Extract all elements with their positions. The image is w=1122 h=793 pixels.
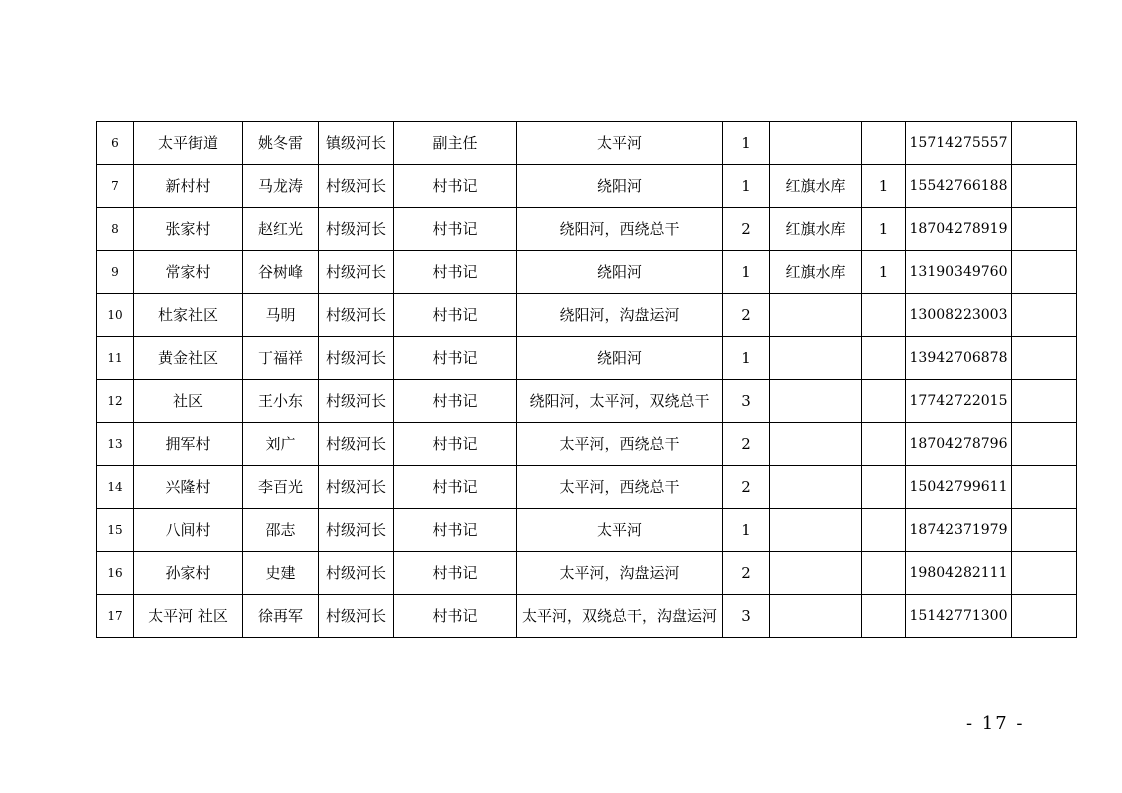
- remark-cell: [1012, 466, 1077, 509]
- rivers-cell: 绕阳河: [517, 337, 723, 380]
- name-cell: 马龙涛: [243, 165, 319, 208]
- reservoir-count-cell: [862, 509, 906, 552]
- unit-cell: 孙家村: [134, 552, 243, 595]
- reservoir-count-cell: [862, 294, 906, 337]
- remark-cell: [1012, 595, 1077, 638]
- remark-cell: [1012, 423, 1077, 466]
- position-cell: 副主任: [394, 122, 517, 165]
- level-cell: 村级河长: [319, 251, 394, 294]
- level-cell: 村级河长: [319, 380, 394, 423]
- table-row: [97, 423, 1077, 466]
- row-number-cell: 6: [97, 122, 134, 165]
- unit-cell: 新村村: [134, 165, 243, 208]
- row-number-cell: 11: [97, 337, 134, 380]
- phone-cell: 15542766188: [906, 165, 1012, 208]
- reservoir-cell: [770, 337, 862, 380]
- river-count-cell: 2: [723, 466, 770, 509]
- river-count-cell: 1: [723, 337, 770, 380]
- row-number-cell: 10: [97, 294, 134, 337]
- rivers-cell: 太平河，西绕总干: [517, 466, 723, 509]
- level-cell: 村级河长: [319, 337, 394, 380]
- unit-cell: 拥军村: [134, 423, 243, 466]
- unit-cell: 太平河 社区: [134, 595, 243, 638]
- remark-cell: [1012, 337, 1077, 380]
- phone-cell: 15714275557: [906, 122, 1012, 165]
- river-chief-table: [96, 121, 1077, 638]
- phone-cell: 18704278919: [906, 208, 1012, 251]
- position-cell: 村书记: [394, 509, 517, 552]
- position-cell: 村书记: [394, 552, 517, 595]
- name-cell: 姚冬雷: [243, 122, 319, 165]
- reservoir-count-cell: [862, 595, 906, 638]
- name-cell: 徐再军: [243, 595, 319, 638]
- table-row: [97, 251, 1077, 294]
- reservoir-count-cell: [862, 423, 906, 466]
- reservoir-count-cell: 1: [862, 208, 906, 251]
- name-cell: 邵志: [243, 509, 319, 552]
- rivers-cell: 绕阳河: [517, 251, 723, 294]
- phone-cell: 13942706878: [906, 337, 1012, 380]
- position-cell: 村书记: [394, 423, 517, 466]
- remark-cell: [1012, 165, 1077, 208]
- rivers-cell: 绕阳河: [517, 165, 723, 208]
- remark-cell: [1012, 380, 1077, 423]
- unit-cell: 社区: [134, 380, 243, 423]
- row-number-cell: 17: [97, 595, 134, 638]
- table-row: [97, 466, 1077, 509]
- river-count-cell: 2: [723, 552, 770, 595]
- rivers-cell: 绕阳河，太平河，双绕总干: [517, 380, 723, 423]
- table-row: [97, 294, 1077, 337]
- phone-cell: 17742722015: [906, 380, 1012, 423]
- name-cell: 马明: [243, 294, 319, 337]
- unit-cell: 黄金社区: [134, 337, 243, 380]
- rivers-cell: 太平河，沟盘运河: [517, 552, 723, 595]
- row-number-cell: 16: [97, 552, 134, 595]
- level-cell: 镇级河长: [319, 122, 394, 165]
- name-cell: 李百光: [243, 466, 319, 509]
- reservoir-cell: [770, 294, 862, 337]
- reservoir-cell: [770, 423, 862, 466]
- reservoir-cell: [770, 380, 862, 423]
- river-count-cell: 2: [723, 208, 770, 251]
- unit-cell: 兴隆村: [134, 466, 243, 509]
- table-row: [97, 380, 1077, 423]
- rivers-cell: 绕阳河，西绕总干: [517, 208, 723, 251]
- position-cell: 村书记: [394, 380, 517, 423]
- position-cell: 村书记: [394, 466, 517, 509]
- river-count-cell: 2: [723, 294, 770, 337]
- name-cell: 史建: [243, 552, 319, 595]
- reservoir-cell: [770, 466, 862, 509]
- rivers-cell: 绕阳河，沟盘运河: [517, 294, 723, 337]
- level-cell: 村级河长: [319, 466, 394, 509]
- level-cell: 村级河长: [319, 208, 394, 251]
- page-number: - 17 -: [966, 713, 1025, 734]
- river-count-cell: 3: [723, 595, 770, 638]
- table-row: [97, 208, 1077, 251]
- position-cell: 村书记: [394, 337, 517, 380]
- level-cell: 村级河长: [319, 509, 394, 552]
- river-count-cell: 1: [723, 251, 770, 294]
- row-number-cell: 8: [97, 208, 134, 251]
- row-number-cell: 12: [97, 380, 134, 423]
- rivers-cell: 太平河，双绕总干，沟盘运河: [517, 595, 723, 638]
- reservoir-cell: [770, 122, 862, 165]
- remark-cell: [1012, 294, 1077, 337]
- reservoir-count-cell: [862, 466, 906, 509]
- unit-cell: 八间村: [134, 509, 243, 552]
- name-cell: 丁福祥: [243, 337, 319, 380]
- river-count-cell: 2: [723, 423, 770, 466]
- level-cell: 村级河长: [319, 294, 394, 337]
- river-count-cell: 3: [723, 380, 770, 423]
- remark-cell: [1012, 509, 1077, 552]
- table-row: [97, 509, 1077, 552]
- reservoir-cell: 红旗水库: [770, 251, 862, 294]
- name-cell: 谷树峰: [243, 251, 319, 294]
- name-cell: 刘广: [243, 423, 319, 466]
- table-row: [97, 165, 1077, 208]
- phone-cell: 18742371979: [906, 509, 1012, 552]
- unit-cell: 太平街道: [134, 122, 243, 165]
- name-cell: 王小东: [243, 380, 319, 423]
- river-count-cell: 1: [723, 165, 770, 208]
- table-row: [97, 337, 1077, 380]
- reservoir-cell: [770, 595, 862, 638]
- table-row: [97, 595, 1077, 638]
- reservoir-count-cell: [862, 122, 906, 165]
- table-row: [97, 122, 1077, 165]
- phone-cell: 15142771300: [906, 595, 1012, 638]
- row-number-cell: 13: [97, 423, 134, 466]
- rivers-cell: 太平河: [517, 122, 723, 165]
- reservoir-count-cell: 1: [862, 251, 906, 294]
- phone-cell: 15042799611: [906, 466, 1012, 509]
- level-cell: 村级河长: [319, 165, 394, 208]
- phone-cell: 13008223003: [906, 294, 1012, 337]
- position-cell: 村书记: [394, 294, 517, 337]
- position-cell: 村书记: [394, 165, 517, 208]
- reservoir-cell: 红旗水库: [770, 208, 862, 251]
- remark-cell: [1012, 251, 1077, 294]
- reservoir-count-cell: 1: [862, 165, 906, 208]
- unit-cell: 常家村: [134, 251, 243, 294]
- reservoir-cell: 红旗水库: [770, 165, 862, 208]
- row-number-cell: 15: [97, 509, 134, 552]
- remark-cell: [1012, 122, 1077, 165]
- table-body: [97, 122, 1077, 638]
- reservoir-count-cell: [862, 380, 906, 423]
- level-cell: 村级河长: [319, 423, 394, 466]
- remark-cell: [1012, 208, 1077, 251]
- table-row: [97, 552, 1077, 595]
- river-count-cell: 1: [723, 509, 770, 552]
- reservoir-cell: [770, 509, 862, 552]
- level-cell: 村级河长: [319, 552, 394, 595]
- rivers-cell: 太平河: [517, 509, 723, 552]
- remark-cell: [1012, 552, 1077, 595]
- position-cell: 村书记: [394, 595, 517, 638]
- phone-cell: 19804282111: [906, 552, 1012, 595]
- unit-cell: 杜家社区: [134, 294, 243, 337]
- rivers-cell: 太平河，西绕总干: [517, 423, 723, 466]
- name-cell: 赵红光: [243, 208, 319, 251]
- phone-cell: 13190349760: [906, 251, 1012, 294]
- row-number-cell: 14: [97, 466, 134, 509]
- row-number-cell: 7: [97, 165, 134, 208]
- row-number-cell: 9: [97, 251, 134, 294]
- reservoir-cell: [770, 552, 862, 595]
- position-cell: 村书记: [394, 251, 517, 294]
- unit-cell: 张家村: [134, 208, 243, 251]
- reservoir-count-cell: [862, 337, 906, 380]
- phone-cell: 18704278796: [906, 423, 1012, 466]
- level-cell: 村级河长: [319, 595, 394, 638]
- reservoir-count-cell: [862, 552, 906, 595]
- position-cell: 村书记: [394, 208, 517, 251]
- river-count-cell: 1: [723, 122, 770, 165]
